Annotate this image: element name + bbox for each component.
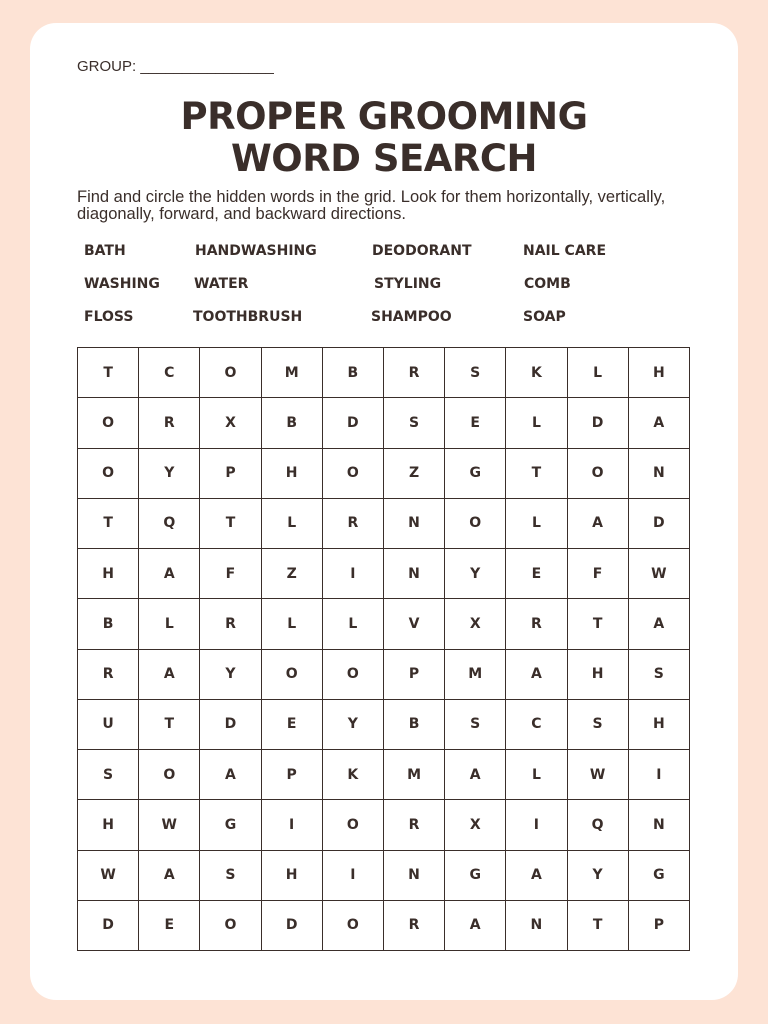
grid-row	[78, 448, 690, 498]
word-bank-item: TOOTHBRUSH	[193, 309, 303, 325]
grid-cell[interactable]: L	[139, 599, 200, 649]
word-bank-item: DEODORANT	[372, 243, 472, 259]
grid-cell[interactable]: A	[567, 498, 628, 548]
grid-cell[interactable]: B	[322, 348, 383, 398]
grid-cell[interactable]: W	[78, 850, 139, 900]
grid-cell[interactable]: A	[445, 750, 506, 800]
grid-cell[interactable]: A	[506, 850, 567, 900]
grid-cell[interactable]: X	[200, 398, 261, 448]
grid-row	[78, 398, 690, 448]
word-bank-item: SHAMPOO	[371, 309, 452, 325]
grid-cell[interactable]: S	[383, 398, 444, 448]
grid-cell[interactable]: B	[383, 699, 444, 749]
grid-cell[interactable]: D	[261, 900, 322, 950]
grid-cell[interactable]: R	[139, 398, 200, 448]
grid-cell[interactable]: Y	[139, 448, 200, 498]
grid-cell[interactable]: O	[322, 649, 383, 699]
grid-row	[78, 348, 690, 398]
grid-cell[interactable]: L	[261, 498, 322, 548]
grid-cell[interactable]: T	[78, 498, 139, 548]
grid-cell[interactable]: S	[628, 649, 689, 699]
grid-cell[interactable]: S	[445, 348, 506, 398]
grid-cell[interactable]: X	[445, 599, 506, 649]
grid-cell[interactable]: N	[506, 900, 567, 950]
page-title	[0, 96, 768, 180]
grid-cell[interactable]: R	[383, 900, 444, 950]
grid-cell[interactable]: Z	[383, 448, 444, 498]
grid-row	[78, 850, 690, 900]
grid-cell[interactable]: L	[506, 750, 567, 800]
grid-cell[interactable]: A	[445, 900, 506, 950]
grid-cell[interactable]: A	[139, 649, 200, 699]
grid-cell[interactable]: U	[78, 699, 139, 749]
grid-row	[78, 649, 690, 699]
grid-cell[interactable]: E	[261, 699, 322, 749]
grid-cell[interactable]: I	[261, 800, 322, 850]
grid-cell[interactable]: Y	[567, 850, 628, 900]
word-bank-item: BATH	[84, 243, 126, 259]
grid-cell[interactable]: H	[78, 800, 139, 850]
grid-cell[interactable]: A	[628, 398, 689, 448]
grid-row	[78, 599, 690, 649]
grid-cell[interactable]: B	[78, 599, 139, 649]
grid-cell[interactable]: O	[322, 448, 383, 498]
grid-cell[interactable]: M	[445, 649, 506, 699]
grid-cell[interactable]: O	[322, 800, 383, 850]
grid-cell[interactable]: O	[200, 348, 261, 398]
grid-cell[interactable]: K	[506, 348, 567, 398]
grid-cell[interactable]: S	[200, 850, 261, 900]
grid-cell[interactable]: O	[445, 498, 506, 548]
grid-cell[interactable]: S	[567, 699, 628, 749]
grid-cell[interactable]: O	[322, 900, 383, 950]
grid-cell[interactable]: F	[200, 549, 261, 599]
grid-cell[interactable]: H	[261, 448, 322, 498]
grid-cell[interactable]: H	[628, 348, 689, 398]
grid-cell[interactable]: T	[139, 699, 200, 749]
grid-cell[interactable]: T	[567, 900, 628, 950]
grid-cell[interactable]: Y	[322, 699, 383, 749]
grid-cell[interactable]: I	[322, 549, 383, 599]
group-field[interactable]: GROUP: ________________	[77, 58, 274, 75]
word-bank-item: WASHING	[84, 276, 160, 292]
grid-cell[interactable]: H	[261, 850, 322, 900]
grid-cell[interactable]: L	[567, 348, 628, 398]
grid-cell[interactable]: T	[567, 599, 628, 649]
grid-cell[interactable]: G	[445, 448, 506, 498]
grid-cell[interactable]: K	[322, 750, 383, 800]
grid-cell[interactable]: R	[200, 599, 261, 649]
grid-cell[interactable]: R	[322, 498, 383, 548]
grid-cell[interactable]: X	[445, 800, 506, 850]
grid-cell[interactable]: O	[78, 448, 139, 498]
grid-cell[interactable]: T	[506, 448, 567, 498]
grid-cell[interactable]: O	[567, 448, 628, 498]
grid-cell[interactable]: S	[78, 750, 139, 800]
grid-cell[interactable]: M	[261, 348, 322, 398]
word-bank-item: NAIL CARE	[523, 243, 607, 259]
grid-cell[interactable]: T	[200, 498, 261, 548]
grid-cell[interactable]: L	[322, 599, 383, 649]
grid-cell[interactable]: P	[200, 448, 261, 498]
word-bank-item: WATER	[194, 276, 249, 292]
grid-cell[interactable]: O	[139, 750, 200, 800]
title-line-1: PROPER GROOMING	[180, 95, 588, 138]
grid-cell[interactable]: R	[383, 800, 444, 850]
grid-cell[interactable]: I	[628, 750, 689, 800]
grid-cell[interactable]: R	[383, 348, 444, 398]
grid-cell[interactable]: A	[628, 599, 689, 649]
grid-cell[interactable]: I	[506, 800, 567, 850]
grid-cell[interactable]: V	[383, 599, 444, 649]
grid-cell[interactable]: N	[383, 850, 444, 900]
grid-cell[interactable]: A	[139, 850, 200, 900]
grid-cell[interactable]: T	[78, 348, 139, 398]
grid-cell[interactable]: I	[322, 850, 383, 900]
grid-cell[interactable]: D	[200, 699, 261, 749]
title-line-2: WORD SEARCH	[230, 137, 538, 180]
grid-cell[interactable]: C	[139, 348, 200, 398]
word-bank-item: HANDWASHING	[195, 243, 317, 259]
grid-cell[interactable]: H	[628, 699, 689, 749]
grid-cell[interactable]: D	[567, 398, 628, 448]
grid-cell[interactable]: L	[506, 398, 567, 448]
grid-cell[interactable]: W	[567, 750, 628, 800]
grid-cell[interactable]: B	[261, 398, 322, 448]
word-bank-item: COMB	[524, 276, 571, 292]
grid-cell[interactable]: N	[628, 800, 689, 850]
grid-cell[interactable]: R	[78, 649, 139, 699]
grid-cell[interactable]: W	[628, 549, 689, 599]
grid-cell[interactable]: H	[78, 549, 139, 599]
grid-cell[interactable]: S	[445, 699, 506, 749]
grid-cell[interactable]: O	[261, 649, 322, 699]
grid-cell[interactable]: F	[567, 549, 628, 599]
grid-cell[interactable]: W	[139, 800, 200, 850]
grid-cell[interactable]: Z	[261, 549, 322, 599]
grid-cell[interactable]: Q	[567, 800, 628, 850]
grid-cell[interactable]: G	[445, 850, 506, 900]
word-bank-item: STYLING	[374, 276, 442, 292]
grid-row	[78, 750, 690, 800]
grid-cell[interactable]: N	[383, 498, 444, 548]
grid-cell[interactable]: C	[506, 699, 567, 749]
grid-cell[interactable]: M	[383, 750, 444, 800]
grid-row	[78, 549, 690, 599]
grid-cell[interactable]: Q	[139, 498, 200, 548]
grid-cell[interactable]: O	[200, 900, 261, 950]
grid-cell[interactable]: N	[383, 549, 444, 599]
grid-cell[interactable]: R	[506, 599, 567, 649]
grid-cell[interactable]: H	[567, 649, 628, 699]
grid-cell[interactable]: P	[383, 649, 444, 699]
grid-cell[interactable]: E	[506, 549, 567, 599]
instructions-text: Find and circle the hidden words in the grid. Look for them horizontally, vertically, diagonally, forward, and backward directions.	[77, 188, 666, 223]
grid-cell[interactable]: D	[628, 498, 689, 548]
word-bank-item: FLOSS	[84, 309, 134, 325]
grid-cell[interactable]: O	[78, 398, 139, 448]
grid-cell[interactable]: A	[139, 549, 200, 599]
grid-row	[78, 800, 690, 850]
grid-cell[interactable]: D	[78, 900, 139, 950]
grid-cell[interactable]: L	[261, 599, 322, 649]
grid-cell[interactable]: G	[200, 800, 261, 850]
grid-cell[interactable]: A	[506, 649, 567, 699]
letter-grid	[77, 347, 690, 951]
grid-cell[interactable]: L	[506, 498, 567, 548]
grid-cell[interactable]: Y	[200, 649, 261, 699]
grid-row	[78, 900, 690, 950]
grid-cell[interactable]: Y	[445, 549, 506, 599]
grid-row	[78, 699, 690, 749]
grid-cell[interactable]: N	[628, 448, 689, 498]
grid-row	[78, 498, 690, 548]
grid-cell[interactable]: A	[200, 750, 261, 800]
grid-cell[interactable]: E	[139, 900, 200, 950]
grid-cell[interactable]: P	[628, 900, 689, 950]
word-bank-item: SOAP	[523, 309, 566, 325]
grid-cell[interactable]: G	[628, 850, 689, 900]
grid-cell[interactable]: P	[261, 750, 322, 800]
grid-cell[interactable]: D	[322, 398, 383, 448]
grid-cell[interactable]: E	[445, 398, 506, 448]
